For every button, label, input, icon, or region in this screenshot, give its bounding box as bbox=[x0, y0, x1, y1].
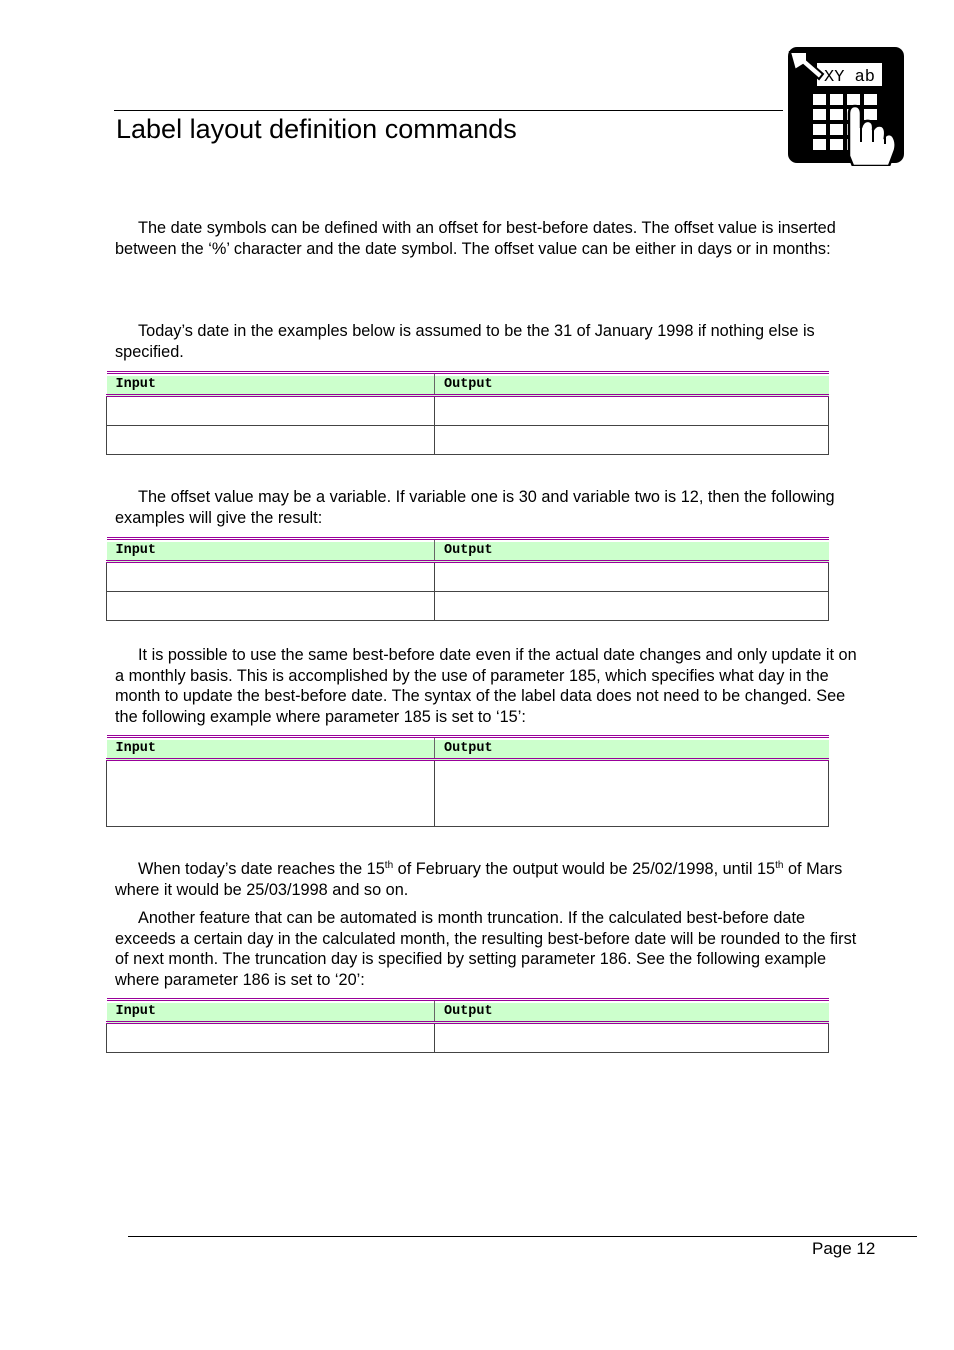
input-cell bbox=[107, 1023, 435, 1053]
page-number: Page 12 bbox=[812, 1239, 876, 1258]
input-cell bbox=[107, 562, 435, 592]
column-header-output: Output bbox=[435, 373, 829, 396]
input-cell bbox=[107, 760, 435, 827]
input-cell bbox=[107, 592, 435, 621]
paragraph-text: of February the output would be 25/02/1998, until 15 bbox=[393, 860, 776, 878]
paragraph-monthly-update bbox=[115, 645, 857, 727]
output-cell bbox=[435, 1023, 829, 1053]
paragraph-text: When today’s date reaches the 15 bbox=[138, 860, 385, 878]
paragraph-text: Today’s date in the examples below is assumed to be the 31 of January 1998 if nothing else is specified. bbox=[115, 322, 815, 361]
example-table-1 bbox=[106, 371, 829, 455]
input-cell bbox=[107, 426, 435, 455]
example-table-2 bbox=[106, 537, 829, 621]
page-title: Label layout definition commands bbox=[116, 114, 517, 144]
paragraph-text: of Mars where it would be 25/03/1998 and so on. bbox=[115, 860, 843, 899]
table-row bbox=[107, 396, 829, 426]
example-table-3 bbox=[106, 735, 829, 827]
output-cell bbox=[435, 396, 829, 426]
paragraph-variable-offset bbox=[115, 487, 857, 528]
input-cell bbox=[107, 396, 435, 426]
column-header-input: Input bbox=[107, 539, 435, 562]
paragraph-month-truncation bbox=[115, 908, 857, 990]
logo-text: XY ab bbox=[824, 68, 876, 87]
paragraph-offset-intro bbox=[115, 218, 857, 259]
table-row bbox=[107, 1023, 829, 1053]
table-row bbox=[107, 592, 829, 621]
column-header-input: Input bbox=[107, 1000, 435, 1023]
header-rule bbox=[114, 110, 783, 111]
paragraph-text: The date symbols can be defined with an offset for best-before dates. The offset value is inserted between the ‘%’ character and the date symbol. The offset value can be either in days or in months: bbox=[115, 219, 836, 258]
column-header-output: Output bbox=[435, 539, 829, 562]
column-header-input: Input bbox=[107, 373, 435, 396]
output-cell bbox=[435, 562, 829, 592]
calculator-logo-icon bbox=[787, 46, 905, 166]
paragraph-text: The offset value may be a variable. If variable one is 30 and variable two is 12, then the following examples will give the result: bbox=[115, 488, 835, 527]
table-row bbox=[107, 562, 829, 592]
paragraph-february-output bbox=[115, 859, 857, 900]
superscript: th bbox=[384, 860, 394, 871]
example-table-4 bbox=[106, 998, 829, 1053]
paragraph-text: It is possible to use the same best-before date even if the actual date changes and only update it on a monthly basis. This is accomplished by the use of parameter 185, which specifies what day in the month to update the best-before date. The syntax of the label data does not need to be changed. See the following example where parameter 185 is set to ‘15’: bbox=[115, 646, 857, 726]
table-row bbox=[107, 760, 829, 827]
table-row bbox=[107, 426, 829, 455]
column-header-output: Output bbox=[435, 1000, 829, 1023]
column-header-output: Output bbox=[435, 737, 829, 760]
paragraph-text: Another feature that can be automated is month truncation. If the calculated best-before date exceeds a certain day in the calculated month, the resulting best-before date will be rounded to the first of next month. The truncation day is specified by setting parameter 186. See the following example where parameter 186 is set to ‘20’: bbox=[115, 909, 857, 989]
column-header-input: Input bbox=[107, 737, 435, 760]
output-cell bbox=[435, 760, 829, 827]
footer-rule bbox=[128, 1236, 917, 1237]
output-cell bbox=[435, 592, 829, 621]
paragraph-today-date bbox=[115, 321, 857, 362]
output-cell bbox=[435, 426, 829, 455]
superscript: th bbox=[775, 860, 784, 871]
